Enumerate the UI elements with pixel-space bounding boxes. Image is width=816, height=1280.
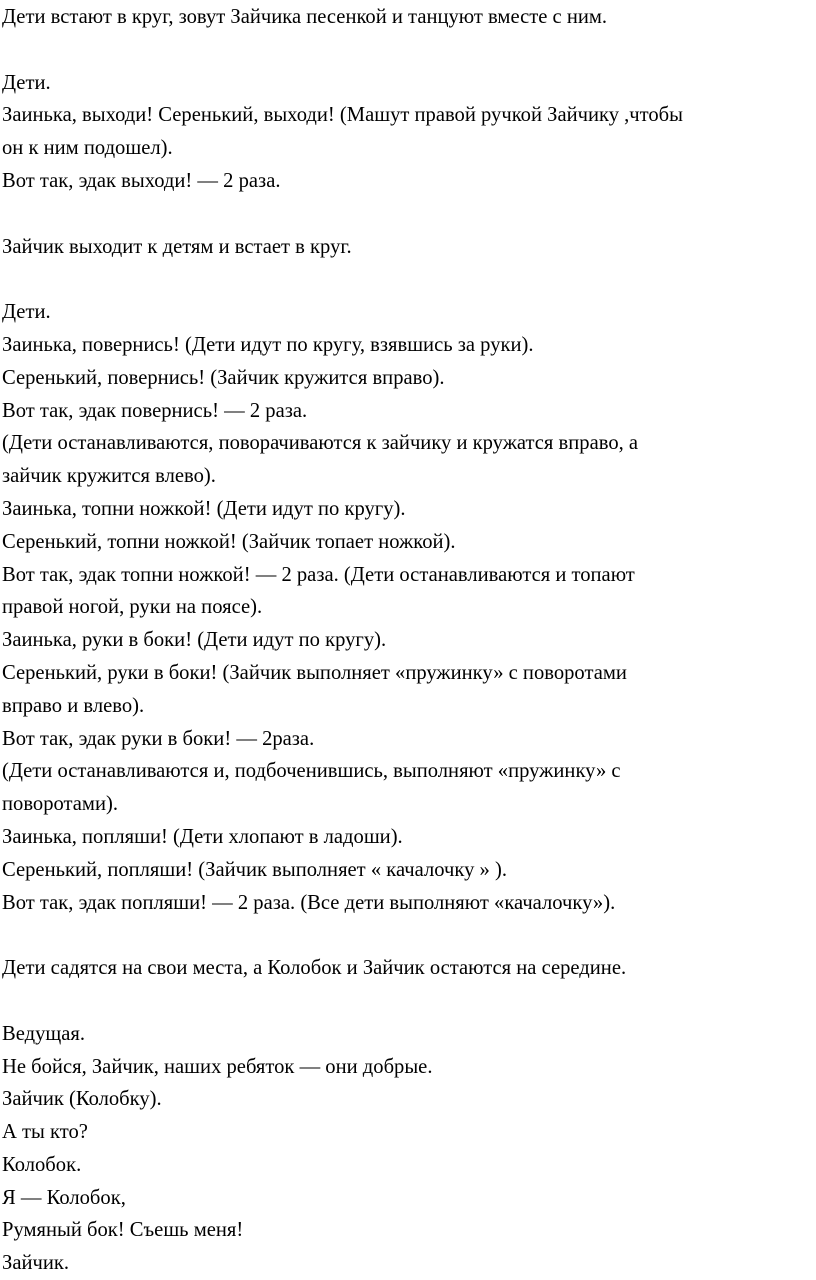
text-line: Заинька, попляши! (Дети хлопают в ладоши). [2,825,403,848]
text-line: зайчик кружится влево). [2,465,216,488]
text-line: вправо и влево). [2,694,145,717]
blank-line [2,263,816,296]
speaker-line: Дети. [2,71,51,94]
text-line: (Дети останавливаются и, подбоченившись, выполняют «пружинку» с [2,760,621,783]
speaker-line: Ведущая. [2,1022,85,1045]
text-line: Вот так, эдак повернись! — 2 раза. [2,399,308,422]
text-line: Румяный бок! Съешь меня! [2,1219,244,1242]
text-line: Серенький, повернись! (Зайчик кружится вправо). [2,366,445,389]
text-line: Заинька, топни ножкой! (Дети идут по кругу). [2,497,406,520]
blank-line [2,34,816,67]
blank-line [2,919,816,952]
text-line: Вот так, эдак руки в боки! — 2раза. [2,727,315,750]
speaker-line: Зайчик. [2,1252,70,1275]
text-line: Серенький, попляши! (Зайчик выполняет « качалочку » ). [2,858,507,881]
text-line: Серенький, руки в боки! (Зайчик выполняет «пружинку» с поворотами [2,661,627,684]
text-line: Зайчик выходит к детям и встает в круг. [2,235,352,258]
speaker-line: Дети. [2,301,51,324]
text-line: А ты кто? [2,1121,88,1144]
text-line: Вот так, эдак топни ножкой! — 2 раза. (Дети останавливаются и топают [2,563,635,586]
text-line: Не бойся, Зайчик, наших ребяток — они добрые. [2,1055,433,1078]
text-line: Серенький, топни ножкой! (Зайчик топает ножкой). [2,530,456,553]
blank-line [2,198,816,231]
speaker-line: Зайчик (Колобку). [2,1088,162,1111]
text-line: Дети садятся на свои места, а Колобок и Зайчик остаются на середине. [2,957,627,980]
text-line: Вот так, эдак попляши! — 2 раза. (Все дети выполняют «качалочку»). [2,891,616,914]
text-line: поворотами). [2,793,118,816]
text-line: правой ногой, руки на поясе). [2,596,263,619]
text-line: Заинька, повернись! (Дети идут по кругу, взявшись за руки). [2,333,534,356]
text-line: Заинька, выходи! Серенький, выходи! (Машут правой ручкой Зайчику ,чтобы [2,104,683,127]
blank-line [2,985,816,1018]
text-line: Дети встают в круг, зовут Зайчика песенкой и танцуют вместе с ним. [2,6,608,28]
text-line: Заинька, руки в боки! (Дети идут по кругу). [2,629,387,652]
speaker-line: Колобок. [2,1153,82,1176]
text-line: он к ним подошел). [2,137,173,160]
text-line: Я — Колобок, [2,1186,126,1209]
text-line: Вот так, эдак выходи! — 2 раза. [2,169,281,192]
text-line: (Дети останавливаются, поворачиваются к зайчику и кружатся вправо, а [2,432,639,455]
